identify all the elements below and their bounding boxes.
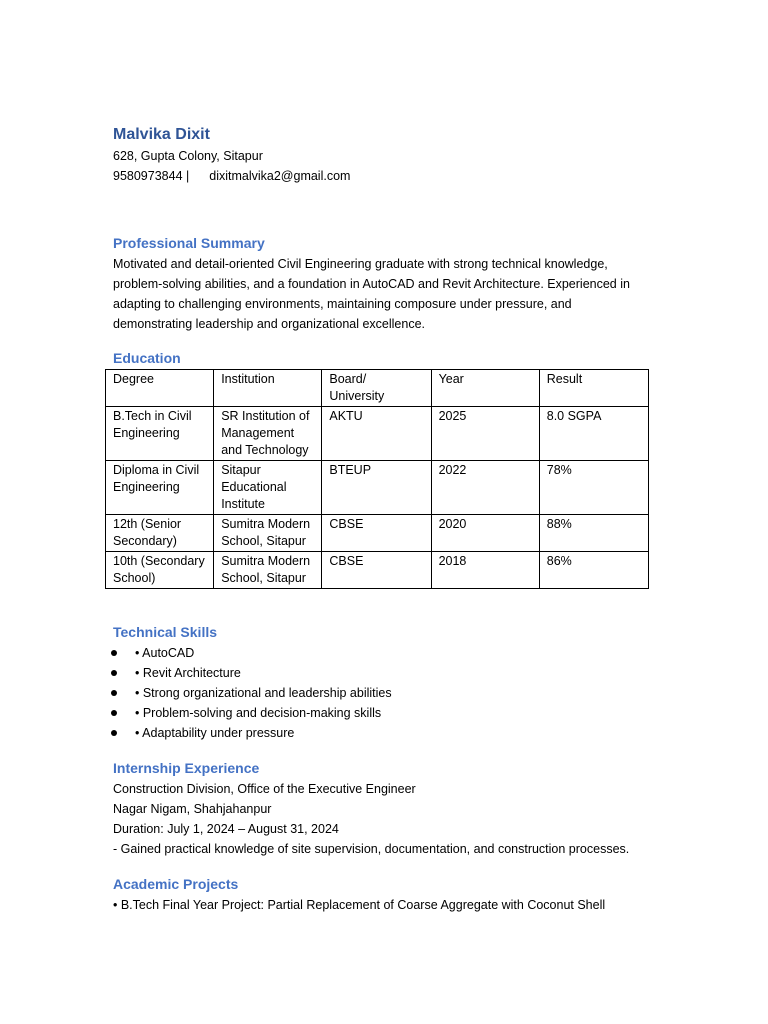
table-row: [106, 407, 649, 461]
table-cell: Sumitra Modern School, Sitapur: [214, 515, 322, 552]
bullet-icon: [111, 690, 117, 696]
table-cell: 86%: [539, 552, 648, 589]
internship-line: Construction Division, Office of the Executive Engineer: [113, 782, 416, 796]
phone-number: 9580973844 |: [113, 169, 190, 183]
table-cell: 8.0 SGPA: [539, 407, 648, 461]
list-item: [113, 723, 658, 743]
section-title-projects: Academic Projects: [113, 876, 239, 892]
bullet-icon: [111, 710, 117, 716]
bullet-icon: [111, 730, 117, 736]
table-cell: Diploma in Civil Engineering: [106, 461, 214, 515]
summary-line: problem-solving abilities, and a foundation in AutoCAD and Revit Architecture. Experienced in: [113, 277, 630, 291]
summary-line: demonstrating leadership and organizational excellence.: [113, 317, 426, 331]
table-header-cell: Result: [539, 370, 648, 407]
contact-line: [113, 166, 658, 186]
skill-text: • Revit Architecture: [135, 666, 241, 680]
table-row: [106, 461, 649, 515]
bullet-icon: [111, 650, 117, 656]
table-cell: Sitapur Educational Institute: [214, 461, 322, 515]
bullet-icon: [111, 670, 117, 676]
table-header-cell: Institution: [214, 370, 322, 407]
section-title-internship: Internship Experience: [113, 760, 260, 776]
table-cell: AKTU: [322, 407, 431, 461]
table-cell: 2025: [431, 407, 539, 461]
summary-line: adapting to challenging environments, maintaining composure under pressure, and: [113, 297, 572, 311]
table-cell: 12th (Senior Secondary): [106, 515, 214, 552]
email-address: dixitmalvika2@gmail.com: [209, 169, 351, 183]
table-row: [106, 515, 649, 552]
table-header-cell: Board/ University: [322, 370, 431, 407]
table-cell: 2018: [431, 552, 539, 589]
table-cell: 88%: [539, 515, 648, 552]
internship-details: [113, 779, 658, 859]
table-cell: 78%: [539, 461, 648, 515]
table-header-row: [106, 370, 649, 407]
list-item: [113, 663, 658, 683]
table-cell: SR Institution of Management and Technology: [214, 407, 322, 461]
table-header-cell: Year: [431, 370, 539, 407]
section-title-summary: Professional Summary: [113, 235, 265, 251]
internship-line: - Gained practical knowledge of site supervision, documentation, and construction processes.: [113, 842, 630, 856]
table-cell: CBSE: [322, 552, 431, 589]
table-cell: 2020: [431, 515, 539, 552]
internship-line: Duration: July 1, 2024 – August 31, 2024: [113, 822, 339, 836]
education-table: [105, 369, 649, 589]
skill-text: • Strong organizational and leadership abilities: [135, 686, 392, 700]
summary-line: Motivated and detail-oriented Civil Engineering graduate with strong technical knowledge,: [113, 257, 608, 271]
resume-page: [113, 124, 658, 915]
table-cell: 10th (Secondary School): [106, 552, 214, 589]
list-item: [113, 643, 658, 663]
table-cell: CBSE: [322, 515, 431, 552]
skill-text: • Adaptability under pressure: [135, 726, 295, 740]
address: 628, Gupta Colony, Sitapur: [113, 149, 263, 163]
table-cell: 2022: [431, 461, 539, 515]
summary-text: [113, 254, 658, 334]
project-line: • B.Tech Final Year Project: Partial Replacement of Coarse Aggregate with Coconut Shell: [113, 898, 606, 912]
candidate-name: Malvika Dixit: [113, 126, 210, 143]
table-cell: Sumitra Modern School, Sitapur: [214, 552, 322, 589]
table-cell: BTEUP: [322, 461, 431, 515]
section-title-skills: Technical Skills: [113, 624, 218, 640]
internship-line: Nagar Nigam, Shahjahanpur: [113, 802, 272, 816]
list-item: [113, 683, 658, 703]
list-item: [113, 703, 658, 723]
table-row: [106, 552, 649, 589]
skill-text: • Problem-solving and decision-making skills: [135, 706, 382, 720]
table-header-cell: Degree: [106, 370, 214, 407]
skill-text: • AutoCAD: [135, 646, 195, 660]
section-title-education: Education: [113, 350, 181, 366]
table-cell: B.Tech in Civil Engineering: [106, 407, 214, 461]
skills-list: [113, 643, 658, 743]
